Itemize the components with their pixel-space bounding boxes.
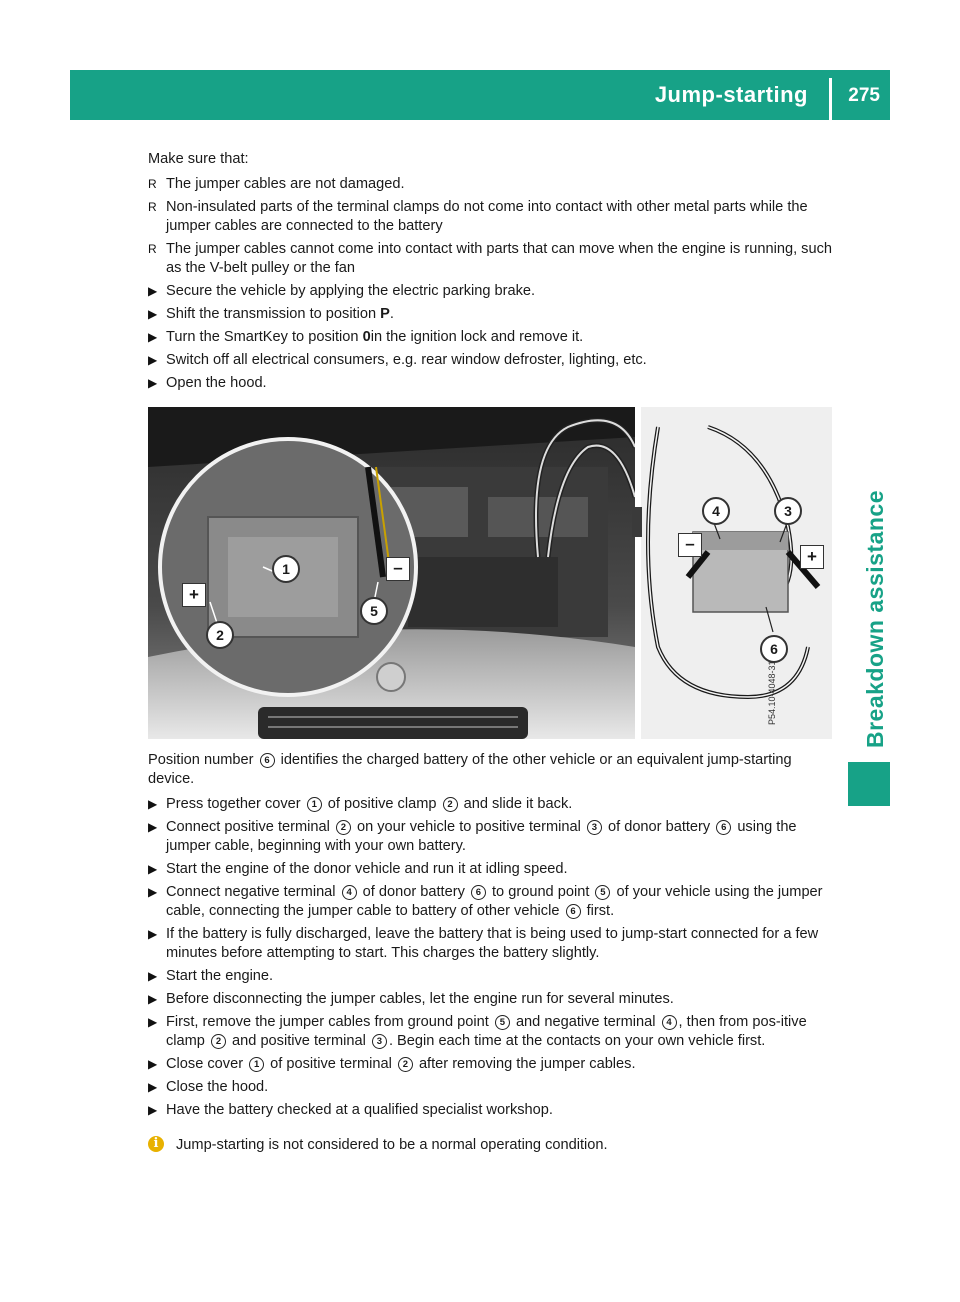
- bullet-r-icon: R: [148, 242, 157, 256]
- checklist: [148, 175, 836, 278]
- step-item: ▶ Connect negative terminal 4 of donor battery 6 to ground point 5 of your vehicle using the jumper cable, connecting the jumper cable to battery of other vehicle 6 first.: [148, 884, 823, 919]
- step-arrow-icon: ▶: [148, 969, 158, 983]
- header-divider: [829, 78, 832, 120]
- step-item: ▶ Open the hood.: [148, 375, 267, 391]
- step-item: ▶ Have the battery checked at a qualified specialist workshop.: [148, 1102, 553, 1118]
- step-item: ▶ Start the engine of the donor vehicle and run it at idling speed.: [148, 861, 568, 877]
- engine-bay-illustration: [148, 407, 832, 739]
- section-tab-marker: [848, 762, 890, 806]
- number-badge: 4: [662, 1015, 677, 1030]
- step-arrow-icon: ▶: [148, 862, 158, 876]
- number-badge: 6: [471, 885, 486, 900]
- info-icon: i: [148, 1136, 164, 1152]
- section-tab-label: Breakdown assistance: [862, 489, 888, 748]
- number-badge: 1: [249, 1057, 264, 1072]
- list-item: R Non-insulated parts of the terminal clamps do not come into contact with other metal parts while the jumper cables are connected to the battery: [148, 199, 808, 234]
- callout-2: 2: [206, 621, 234, 649]
- step-arrow-icon: ▶: [148, 376, 158, 390]
- number-badge: 1: [307, 797, 322, 812]
- step-arrow-icon: ▶: [148, 1103, 158, 1117]
- number-badge: 6: [260, 753, 275, 768]
- page-title: Jump-starting: [654, 82, 808, 107]
- number-badge: 2: [398, 1057, 413, 1072]
- step-item: ▶ Close cover 1 of positive terminal 2 after removing the jumper cables.: [148, 1056, 636, 1072]
- minus-label-right: –: [678, 533, 702, 557]
- step-arrow-icon: ▶: [148, 992, 158, 1006]
- number-badge: 3: [587, 820, 602, 835]
- figure-ref-code: P54.10-4048-31: [767, 660, 777, 725]
- step-item: ▶ Switch off all electrical consumers, e.g. rear window defroster, lighting, etc.: [148, 352, 647, 368]
- list-item: R The jumper cables are not damaged.: [148, 176, 405, 192]
- callout-3: 3: [774, 497, 802, 525]
- step-item: ▶ Press together cover 1 of positive clamp 2 and slide it back.: [148, 796, 573, 812]
- step-arrow-icon: ▶: [148, 927, 158, 941]
- number-badge: 2: [443, 797, 458, 812]
- number-badge: 5: [595, 885, 610, 900]
- info-note-text: Jump-starting is not considered to be a normal operating condition.: [176, 1137, 608, 1153]
- callout-6: 6: [760, 635, 788, 663]
- plus-label-right: +: [800, 545, 824, 569]
- number-badge: 3: [372, 1034, 387, 1049]
- step-arrow-icon: ▶: [148, 797, 158, 811]
- list-item: R The jumper cables cannot come into contact with parts that can move when the engine is running, such as the V-belt pulley or the fan: [148, 241, 833, 276]
- number-badge: 6: [716, 820, 731, 835]
- plus-label-left: +: [182, 583, 206, 607]
- step-arrow-icon: ▶: [148, 1080, 158, 1094]
- step-arrow-icon: ▶: [148, 1057, 158, 1071]
- step-item: ▶ Shift the transmission to position P.: [148, 306, 394, 322]
- bullet-r-icon: R: [148, 200, 157, 214]
- step-arrow-icon: ▶: [148, 1015, 158, 1029]
- callout-1: 1: [272, 555, 300, 583]
- page-number: 275: [848, 85, 880, 106]
- info-note: [148, 1136, 836, 1155]
- step-item: ▶ Before disconnecting the jumper cables, let the engine run for several minutes.: [148, 991, 674, 1007]
- step-arrow-icon: ▶: [148, 307, 158, 321]
- number-badge: 2: [211, 1034, 226, 1049]
- step-item: ▶ Start the engine.: [148, 968, 274, 984]
- number-badge: 5: [495, 1015, 510, 1030]
- page-header: [70, 70, 890, 120]
- intro-text: Make sure that:: [148, 151, 249, 167]
- number-badge: 6: [566, 904, 581, 919]
- step-arrow-icon: ▶: [148, 330, 158, 344]
- step-item: ▶ Connect positive terminal 2 on your vehicle to positive terminal 3 of donor battery 6 using the jumper cable, beginning with your own battery.: [148, 819, 797, 854]
- jump-start-steps: [148, 795, 836, 1120]
- callout-5: 5: [360, 597, 388, 625]
- figure-caption: Position number 6 identifies the charged battery of the other vehicle or an equivalent jump-starting device.: [148, 752, 792, 787]
- step-item: ▶ First, remove the jumper cables from ground point 5 and negative terminal 4 , then from pos-itive clamp 2 and positive terminal 3 . Begin each time at the contacts on your own vehicle first.: [148, 1014, 807, 1049]
- step-item: ▶ Close the hood.: [148, 1079, 269, 1095]
- step-arrow-icon: ▶: [148, 820, 158, 834]
- step-item: ▶ If the battery is fully discharged, leave the battery that is being used to jump-start connected for a few minutes before attempting to start. This charges the battery slightly.: [148, 926, 819, 961]
- step-item: ▶ Secure the vehicle by applying the electric parking brake.: [148, 283, 536, 299]
- step-arrow-icon: ▶: [148, 885, 158, 899]
- number-badge: 4: [342, 885, 357, 900]
- step-arrow-icon: ▶: [148, 284, 158, 298]
- minus-label-left: –: [386, 557, 410, 581]
- step-arrow-icon: ▶: [148, 353, 158, 367]
- callout-4: 4: [702, 497, 730, 525]
- step-item: ▶ Turn the SmartKey to position 0in the ignition lock and remove it.: [148, 329, 584, 345]
- bullet-r-icon: R: [148, 177, 157, 191]
- jump-start-figure: [148, 407, 832, 739]
- number-badge: 2: [336, 820, 351, 835]
- page-content: [148, 150, 836, 1155]
- prep-steps: [148, 282, 836, 393]
